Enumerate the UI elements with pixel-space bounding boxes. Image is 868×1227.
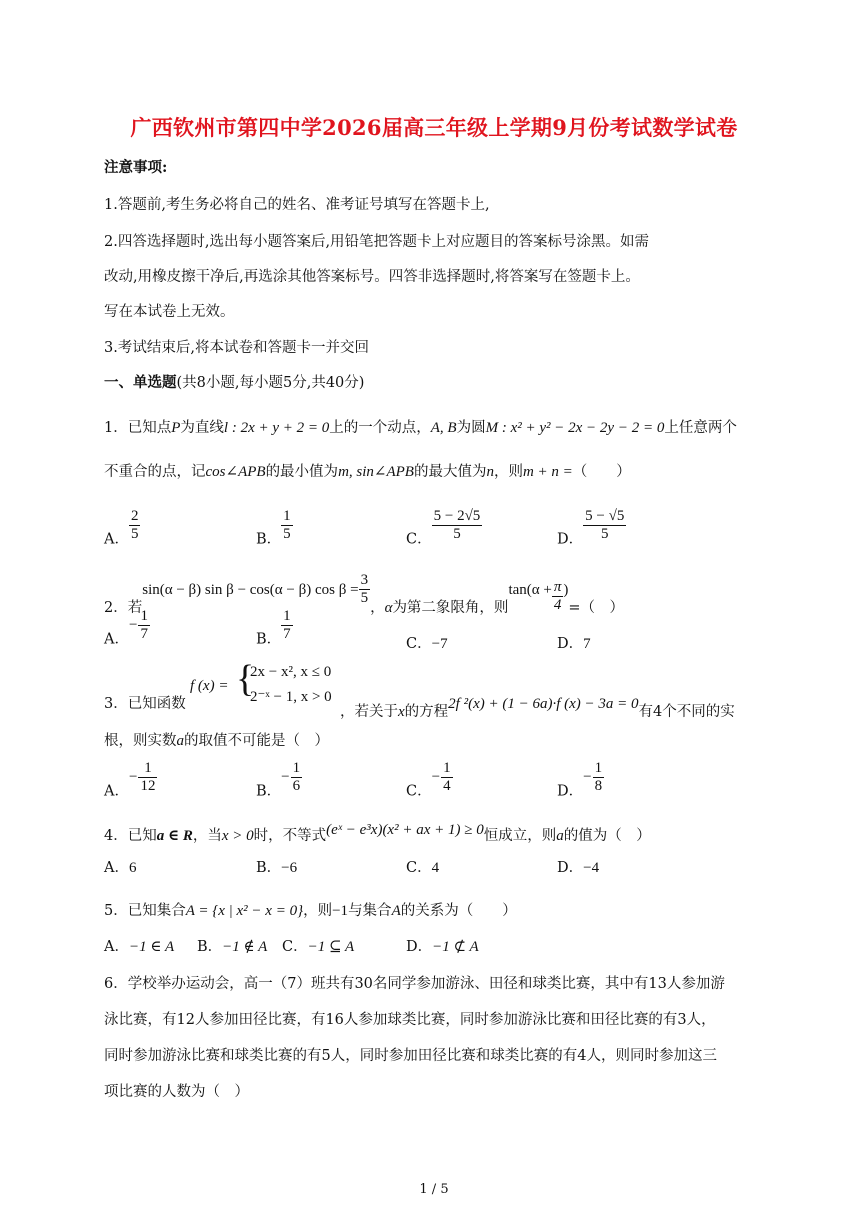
option-value: −1 ∈ A bbox=[128, 939, 175, 955]
q3-text: 有4个不同的实 bbox=[638, 704, 735, 720]
option-label: B． bbox=[197, 939, 223, 955]
q3-case-2: 2⁻ˣ − 1, x > 0 bbox=[250, 689, 332, 705]
q1-text: 上的一个动点， bbox=[329, 420, 431, 436]
option-fraction: $\frac{2}{5}$ bbox=[130, 508, 139, 542]
q3-text: 的取值不可能是（ ） bbox=[184, 733, 329, 749]
option-value: 7 bbox=[583, 636, 591, 652]
q4-text: ，当 bbox=[192, 828, 222, 844]
q3-text: 根，则实数 bbox=[104, 733, 177, 749]
note-line-5: 3.考试结束后,将本试卷和答题卡一并交回 bbox=[104, 340, 369, 356]
option-value: −1 ⊆ A bbox=[307, 939, 355, 955]
option-label: A． bbox=[104, 531, 129, 548]
q1-option-b[interactable] bbox=[256, 508, 293, 549]
option-label: A． bbox=[104, 783, 129, 800]
q6-line-3: 同时参加游泳比赛和球类比赛的有5人，同时参加田径比赛和球类比赛的有4人，则同时参加这三 bbox=[104, 1048, 717, 1064]
option-label: D． bbox=[557, 783, 584, 800]
option-label: B． bbox=[256, 783, 282, 800]
q3-case-1: 2x − x², x ≤ 0 bbox=[250, 664, 332, 680]
q6-line-4: 项比赛的人数为（ ） bbox=[104, 1084, 249, 1100]
section-heading bbox=[104, 373, 364, 393]
q4-option-b[interactable] bbox=[256, 856, 297, 877]
section-name: 一、单选题 bbox=[104, 374, 177, 391]
q1-points-ab: A, B bbox=[430, 420, 457, 436]
option-label: A． bbox=[104, 631, 129, 648]
q1-text: 的最大值为 bbox=[413, 464, 487, 480]
option-value: −7 bbox=[431, 636, 448, 652]
q6-line-1: 6．学校举办运动会，高一（7）班共有30名同学参加游泳、田径和球类比赛，其中有13人参加游 bbox=[104, 976, 725, 992]
q4-inequality: (eˣ − e³x)(x² + ax + 1) ≥ 0 bbox=[326, 822, 484, 838]
note-line-1: 1.答题前,考生务必将自己的姓名、准考证号填写在答题卡上, bbox=[104, 197, 490, 213]
q1-line-1 bbox=[104, 418, 737, 438]
option-value: −4 bbox=[583, 860, 600, 876]
q1-option-a[interactable] bbox=[104, 508, 140, 549]
option-fraction: $\frac{1}{12}$ bbox=[140, 760, 156, 794]
q2-line bbox=[104, 572, 624, 618]
exam-title: 广西钦州市第四中学2026届高三年级上学期9月份考试数学试卷 bbox=[130, 115, 738, 140]
q5-option-b[interactable] bbox=[197, 935, 267, 956]
q2-alpha: α bbox=[384, 600, 393, 616]
q5-option-a[interactable] bbox=[104, 935, 174, 956]
q5-text: 5．已知集合 bbox=[104, 903, 186, 919]
q4-option-a[interactable] bbox=[104, 856, 136, 877]
q5-set-a: A = {x | x² − x = 0} bbox=[185, 903, 304, 919]
q3-line-1 bbox=[104, 694, 186, 714]
q2-fraction: $\frac{3}{5}$ bbox=[360, 572, 369, 606]
q4-text: 的值为（ ） bbox=[563, 828, 651, 844]
q5-var-a: A bbox=[391, 903, 401, 919]
q1-text: 1．已知点 bbox=[104, 420, 172, 436]
q1-text: 上任意两个 bbox=[664, 420, 737, 436]
option-fraction: $\frac{5 - √5}{5}$ bbox=[585, 508, 625, 542]
option-fraction: $\frac{1}{7}$ bbox=[283, 608, 291, 642]
option-label: B． bbox=[256, 531, 282, 548]
q1-text: 不重合的点，记 bbox=[104, 464, 206, 480]
option-fraction: $\frac{1}{6}$ bbox=[292, 760, 301, 794]
section-info: (共8小题,每小题5分,共40分) bbox=[176, 375, 365, 391]
note-line-3: 改动,用橡皮擦干净后,再选涂其他答案标号。四答非选择题时,将答案写在签题卡上。 bbox=[104, 269, 640, 285]
q3-fx: f (x) = bbox=[190, 678, 229, 694]
option-fraction: $\frac{1}{4}$ bbox=[443, 760, 451, 794]
notes-heading: 注意事项: bbox=[104, 159, 168, 176]
option-label: D． bbox=[557, 636, 584, 652]
page-number: 1 / 5 bbox=[419, 1182, 449, 1197]
option-fraction: $\frac{5 - 2√5}{5}$ bbox=[433, 508, 481, 542]
q3-brace: { bbox=[236, 658, 255, 700]
q3-option-c[interactable]: C．− $\frac{1}{4}$ bbox=[406, 760, 451, 800]
q3-option-d[interactable]: D．− $\frac{1}{8}$ bbox=[557, 760, 603, 800]
q2-text: ， bbox=[370, 600, 385, 616]
option-fraction: $\frac{1}{5}$ bbox=[283, 508, 291, 542]
option-label: A． bbox=[104, 939, 129, 955]
q4-text: 4．已知 bbox=[104, 828, 157, 844]
q4-text: 恒成立，则 bbox=[483, 828, 557, 844]
q1-cos-apb: cos∠APB bbox=[205, 464, 266, 480]
option-label: D． bbox=[557, 531, 584, 548]
q4-x-positive: x > 0 bbox=[221, 828, 254, 844]
q4-a-in-r: a ∈ R bbox=[156, 828, 193, 844]
q1-answer-paren: （ ） bbox=[572, 464, 631, 480]
q1-text: 为圆 bbox=[456, 420, 486, 436]
q5-option-d[interactable] bbox=[406, 935, 479, 956]
q4-option-c[interactable] bbox=[406, 856, 439, 877]
q2-tan: tan(α + bbox=[508, 582, 552, 598]
q1-text: 的最小值为 bbox=[265, 464, 339, 480]
q3-equation: 2f ²(x) + (1 − 6a)·f (x) − 3a = 0 bbox=[448, 696, 639, 712]
q2-expression: sin(α − β) sin β − cos(α − β) cos β = bbox=[142, 582, 359, 598]
q2-option-a[interactable]: A．− $\frac{1}{7}$ bbox=[104, 608, 148, 648]
option-value: 6 bbox=[128, 860, 137, 876]
q2-option-d[interactable] bbox=[557, 632, 591, 653]
option-label: A． bbox=[104, 860, 129, 876]
note-line-2: 2.四答选择题时,选出每小题答案后,用铅笔把答题卡上对应题目的答案标号涂黑。如需 bbox=[104, 234, 650, 250]
option-label: D． bbox=[557, 860, 584, 876]
q1-text: 为直线 bbox=[180, 420, 224, 436]
option-label: C． bbox=[406, 636, 432, 652]
q5-line bbox=[104, 901, 517, 921]
q1-m-plus-n: m + n = bbox=[522, 464, 573, 480]
q1-var-n: n bbox=[486, 464, 494, 480]
option-label: B． bbox=[256, 631, 282, 648]
q3-option-b[interactable]: B．− $\frac{1}{6}$ bbox=[256, 760, 301, 800]
option-label: B． bbox=[256, 860, 282, 876]
option-label: D． bbox=[406, 939, 433, 955]
option-value: −6 bbox=[281, 860, 298, 876]
option-fraction: $\frac{1}{7}$ bbox=[140, 608, 148, 642]
q2-option-c[interactable] bbox=[406, 632, 448, 653]
q3-text: 3．已知函数 bbox=[104, 696, 186, 712]
note-line-4: 写在本试卷上无效。 bbox=[104, 304, 235, 320]
q1-circle-equation: M : x² + y² − 2x − 2y − 2 = 0 bbox=[485, 420, 665, 436]
q4-line bbox=[104, 820, 651, 846]
q1-text: ，则 bbox=[493, 464, 523, 480]
q3-var-x: x bbox=[398, 704, 405, 720]
q3-text: 的方程 bbox=[404, 704, 449, 720]
q5-text: 与集合 bbox=[348, 903, 392, 919]
q3-option-a[interactable]: A．− $\frac{1}{12}$ bbox=[104, 760, 156, 800]
option-value: 4 bbox=[431, 860, 440, 876]
q3-text: ，若关于 bbox=[340, 704, 398, 720]
q5-text: ，则 bbox=[303, 903, 333, 919]
q5-neg-one: −1 bbox=[332, 903, 349, 919]
q1-line-2 bbox=[104, 462, 631, 482]
q2-option-b[interactable] bbox=[256, 608, 293, 649]
option-label: C． bbox=[406, 783, 432, 800]
q4-option-d[interactable] bbox=[557, 856, 599, 877]
q1-line-equation: l : 2x + y + 2 = 0 bbox=[223, 420, 330, 436]
q2-text: 为第二象限角，则 bbox=[392, 600, 509, 616]
q3-var-a: a bbox=[176, 733, 184, 749]
q5-option-c[interactable] bbox=[282, 935, 354, 956]
option-label: C． bbox=[406, 531, 432, 548]
q4-var-a: a bbox=[556, 828, 564, 844]
q2-pi-over-4: $\frac{\pi}{4}$ bbox=[553, 578, 562, 613]
q1-point-p: P bbox=[171, 420, 181, 436]
q6-line-2: 泳比赛，有12人参加田径比赛，有16人参加球类比赛，同时参加游泳比赛和田径比赛的有3人， bbox=[104, 1012, 716, 1028]
option-value: −1 ⊄ A bbox=[432, 939, 479, 955]
q5-text: 的关系为（ ） bbox=[400, 903, 517, 919]
q3-line-2 bbox=[104, 731, 329, 751]
option-label: C． bbox=[282, 939, 308, 955]
q4-text: 时，不等式 bbox=[253, 828, 327, 844]
q3-line-1b bbox=[340, 694, 735, 722]
q1-option-c[interactable] bbox=[406, 508, 482, 549]
option-label: C． bbox=[406, 860, 432, 876]
q2-text: 2．若 bbox=[104, 600, 143, 616]
q1-option-d[interactable] bbox=[557, 508, 626, 549]
option-fraction: $\frac{1}{8}$ bbox=[594, 760, 603, 794]
q2-tan-close: ) bbox=[563, 582, 569, 598]
q2-answer-paren: =（ ） bbox=[568, 600, 624, 616]
q1-sin-apb: m, sin∠APB bbox=[338, 464, 414, 480]
option-value: −1 ∉ A bbox=[222, 939, 268, 955]
